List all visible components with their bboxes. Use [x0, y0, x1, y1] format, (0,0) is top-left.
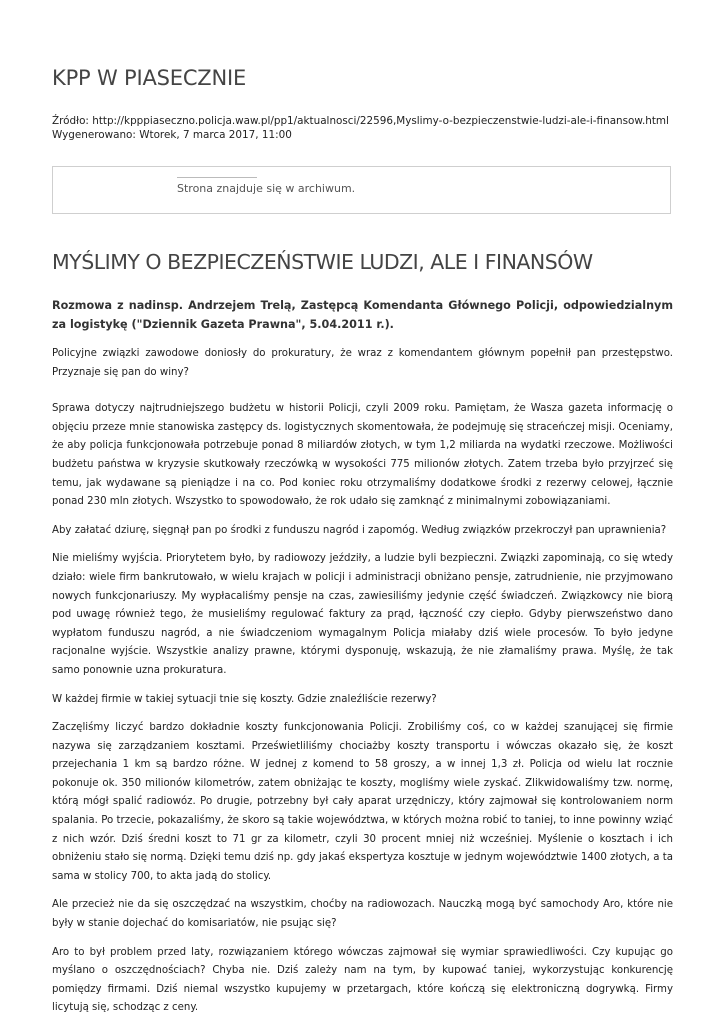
source-line: Źródło: http://kpppiaseczno.policja.waw.pl/pp1/aktualnosci/22596,Myslimy-o-bezpieczenstwie-ludzi-ale-i-finansow.html [52, 115, 669, 127]
answer-paragraph: Zaczęliśmy liczyć bardzo dokładnie koszty funkcjonowania Policji. Zrobiliśmy coś, co w każdej szanującej się firmie nazywa się zarządzaniem kosztami. Prześwietliliśmy chociażby koszty transportu i wówczas okazało się, że koszt przejechania 1 km są bardzo różne. W jednej z komend to 58 groszy, a w innej 1,3 zł. Policja od wielu lat rocznie pokonuje ok. 350 milionów kilometrów, zatem obniżając te koszty, mogliśmy wiele zyskać. Zlikwidowaliśmy tzw. normę, którą mógł spalić radiowóz. Po drugie, potrzebny był cały aparat urzędniczy, który zajmował się kontrolowaniem norm spalania. Po trzecie, pokazaliśmy, że skoro są takie województwa, w których można robić to taniej, to inne powinny wziąć z nich wzór. Dziś średni koszt to 71 gr za kilometr, czyli 30 procent mniej niż wcześniej. Myślenie o kosztach i ich obniżeniu stało się normą. Dzięki temu dziś np. gdy jakaś ekspertyza kosztuje w jednym województwie 1400 złotych, a ta sama w stolicy 700, to akta jadą do stolicy. [52, 722, 673, 882]
question-paragraph: W każdej firmie w takiej sytuacji tnie się koszty. Gdzie znaleźliście rezerwy? [52, 693, 437, 705]
archive-notice-box [52, 166, 671, 214]
article-title: MYŚLIMY O BEZPIECZEŃSTWIE LUDZI, ALE I FINANSÓW [52, 250, 593, 274]
question-paragraph: Aby załatać dziurę, sięgnął pan po środki z funduszu nagród i zapomóg. Według związków przekroczył pan uprawnienia? [52, 524, 667, 536]
article-body [52, 296, 673, 1028]
answer-paragraph: Aro to był problem przed laty, rozwiązaniem którego wówczas zajmował się wymiar sprawiedliwości. Czy kupując go myślano o oszczędnościach? Chyba nie. Dziś zależy nam na tym, by kupować taniej, wykorzystując konkurencję pomiędzy firmami. Dziś niemal wszystko kupujemy w przetargach, które kończą się elektroniczną dogrywką. Firmy licytują się, schodząc z ceny. [52, 946, 673, 1014]
archive-divider [177, 177, 257, 178]
site-title: KPP W PIASECZNIE [52, 66, 247, 90]
question-paragraph: Policyjne związki zawodowe doniosły do prokuratury, że wraz z komendantem głównym popełnił pan przestępstwo. Przyznaje się pan do winy? [52, 348, 673, 378]
question-paragraph: Ale przecież nie da się oszczędzać na wszystkim, choćby na radiowozach. Nauczką mogą być samochody Aro, które nie były w stanie dojechać do komisariatów, nie psując się? [52, 899, 673, 930]
article-lead: Rozmowa z nadinsp. Andrzejem Trelą, Zastępcą Komendanta Głównego Policji, odpowiedzialnym za logistykę ("Dziennik Gazeta Prawna", 5.04.2011 r.). [52, 299, 673, 331]
source-metadata [52, 114, 669, 142]
answer-paragraph: Sprawa dotyczy najtrudniejszego budżetu w historii Policji, czyli 2009 roku. Pamiętam, że Wasza gazeta informację o objęciu przeze mnie stanowiska zastępcy ds. logistycznych skomentowała, że podejmuję się straceńczej misji. Oceniamy, że aby policja funkcjonowała potrzebuje ponad 8 miliardów złotych, w tym 1,2 miliarda na wydatki rzeczowe. Możliwości budżetu państwa w kryzysie skutkowały rzeczówką w wysokości 775 milionów złotych. Zatem trzeba było przyjrzeć się temu, jak wydawane są pieniądze i na co. Pod koniec roku otrzymaliśmy dodatkowe środki z rezerwy celowej, łącznie ponad 230 mln złotych. Wszystko to spowodowało, że rok udało się zamknąć z minimalnymi zobowiązaniami. [52, 403, 673, 508]
archive-notice: Strona znajduje się w archiwum. [177, 182, 356, 195]
generated-line: Wygenerowano: Wtorek, 7 marca 2017, 11:00 [52, 129, 292, 141]
answer-paragraph: Nie mieliśmy wyjścia. Priorytetem było, by radiowozy jeździły, a ludzie byli bezpieczni. Związki zapominają, co się wtedy działo: wiele firm bankrutowało, w wielu krajach w policji i administracji obniżano pensje, zatrudnienie, nie przyjmowano nowych funkcjonariuszy. My wypłacaliśmy pensje na czas, zawiesiliśmy jedynie część świadczeń. Związkowcy nie biorą pod uwagę również tego, że musieliśmy regulować faktury za prąd, łączność czy ciepło. Gdyby pierwszeństwo dano wypłatom funduszu nagród, a nie świadczeniom wymagalnym Policja miałaby dziś wiele procesów. To było jedyne racjonalne wyjście. Wszystkie analizy prawne, którymi dysponuję, wskazują, że nie złamaliśmy prawa. Myślę, że tak samo ponownie uzna prokuratura. [52, 553, 673, 676]
